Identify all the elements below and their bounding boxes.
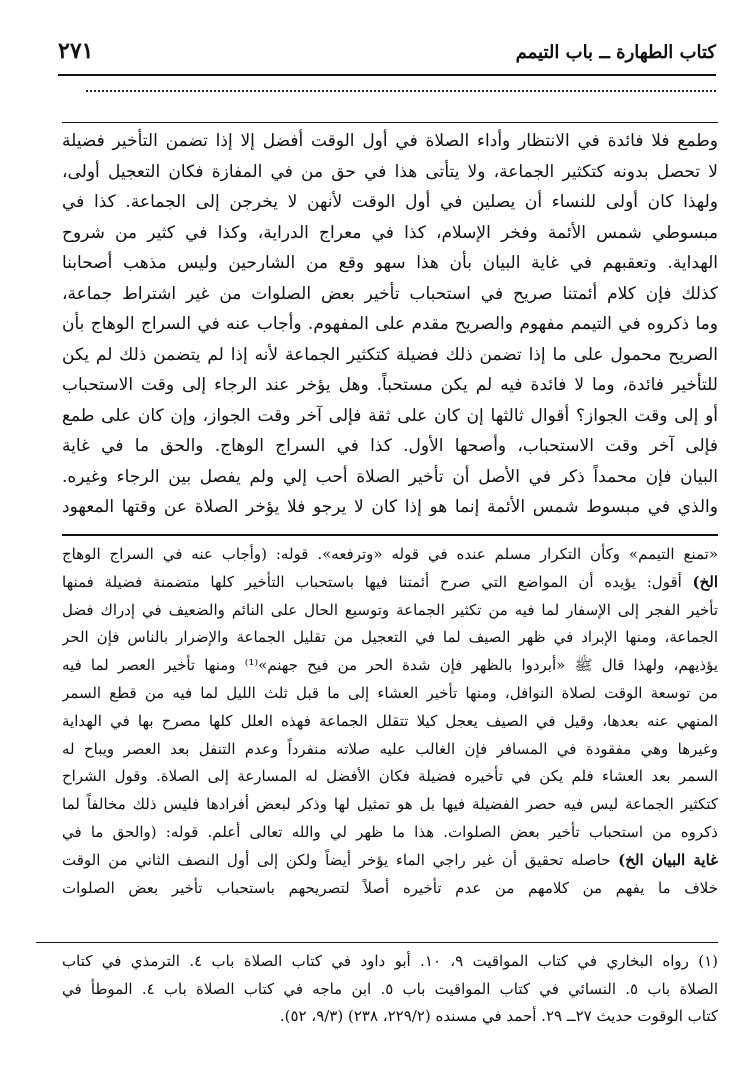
top-rule [62,122,718,123]
commentary-text: كتكثير الجماعة ليس فيه حصر الفضيلة فيها بل هو تمثيل لها وذكر لبعض أفرادها فليس ذلك مخالفاً لما [62,795,718,814]
commentary-line [62,568,718,596]
commentary-line [62,540,718,568]
commentary-line [62,735,718,763]
dotted-separator [86,90,716,92]
commentary-text: من توسعة الوقت لصلاة النوافل، ومنها تأخير العشاء إلى ما قبل ثلث الليل لما فيه من قطع السمر [62,683,718,702]
running-title: كتاب الطهارة ــ باب التيمم [515,42,716,63]
main-line: والذي في مبسوط شمس الأئمة إنما هو إذا كان لا يرجو فلا يؤخر الصلاة عن وقتها المعهود [62,497,718,517]
footnote-rule [36,942,718,943]
page-header [58,34,716,76]
commentary-line [62,707,718,735]
footnotes [62,948,718,1038]
commentary-line [62,679,718,707]
commentary-text: تأخير الفجر إلى الإسفار لما فيه من تكثير الجماعة وتوسيع الحال على النائم والضعيف في إدراك فضل [62,600,718,619]
page-number: ٢٧١ [58,38,94,64]
main-line: وما ذكروه في التيمم مفهوم والصريح مقدم على المفهوم. وأجاب عنه في السراج الوهاج بأن [62,314,718,334]
commentary-line [62,790,718,818]
commentary-text: السمر بعد العشاء فلم يكن في تأخيره فضيلة فكان الأفضل له المسارعة إلى الصلاة. وقول الشراح [62,767,718,786]
commentary-line [62,762,718,790]
commentary-text: خلاف ما يفهم من كلامهم من عدم تأخيره أصلاً لتصريحهم باستحباب تأخير بعض الصلوات [62,878,718,897]
main-line: وطمع فلا فائدة في الانتظار وأداء الصلاة في أول الوقت أفضل إلا إذا تضمن التأخير فضيلة [62,131,718,151]
main-line: كذلك فإن كلام أئمتنا صريح في استحباب تأخير بعض الصلوات من غير اشتراط جماعة، [62,283,718,304]
commentary-text: حاصله تحقيق أن غير راجي الماء يؤخر أيضاً ولكن إلى أول النصف الثاني من الوقت [62,850,619,869]
commentary-text: المنهي عنه بعدها، وقيل في الصيف يعجل كيلا تتقلل الجماعة فهذه العلل كلها مصرح بها في الهداية [62,711,718,730]
commentary-line [62,818,718,846]
main-line: الصريح محمول على ما إذا تضمن ذلك فضيلة كتكثير الجماعة لأنه إذا لم يتضمن ذلك لم يكن [62,344,718,365]
footnote-line: كتاب الوقوت حديث ٢٧ــ ٢٩. أحمد في مسنده (٢٢٩/٢، ٢٣٨) (٩/٣، ٥٢). [279,1007,718,1025]
commentary-line [62,874,718,902]
commentary-text: ذكروه من استحباب تأخير بعض الصلوات. هذا ما ظهر لي والله تعالى أعلم. قوله: (والحق ما في [62,822,718,841]
commentary-lead: الخ) [692,572,718,591]
main-line: لا تحصل بدونه كتكثير الجماعة، ولا يتأتى هذا في حق من في المفازة فكان التعجيل أولى، [62,161,718,182]
main-line: مبسوطي شمس الأئمة وفخر الإسلام، كذا في معراج الدراية، وكذا في كثير من شروح [62,222,718,243]
commentary-text: يؤذيهم، ولهذا قال ﷺ «أبردوا بالظهر فإن شدة الحر من فيح جهنم»⁽¹⁾ ومنها تأخير العصر لما فيه [62,656,718,675]
commentary [62,540,718,936]
main-line: البيان فإن محمداً ذكر في الأصل أن تأخير الصلاة أحب إلي ولم يفصل بين الرجاء وغيره. [62,466,718,487]
commentary-lead: غاية البيان الخ) [618,850,718,869]
main-line: فإلى آخر وقت الاستحباب، وأصحها الأول. كذا في السراج الوهاج. والحق ما في غاية [62,436,718,456]
commentary-line [62,596,718,624]
commentary-line [62,623,718,651]
main-line: للتأخير فائدة، وما لا فائدة فيه لم يكن مستحباً. وهل يؤخر عند الرجاء إلى وقت الاستحباب [62,375,718,395]
main-line: ولهذا كان أولى للنساء أن يصلين في أول الوقت لأنهن لا يخرجن إلى الجماعة. كذا في [62,192,718,212]
commentary-text: وغيرها وهي مفقودة في المسافر فإن الغالب عليه صلاته منفرداً وعدم التنفل بعد العصر ويباح له [62,739,718,758]
text-commentary-divider [62,534,718,536]
main-text [62,126,718,526]
footnote-line: (١) رواه البخاري في كتاب المواقيت ٩، ١٠. أبو داود في كتاب الصلاة باب ٤. الترمذي في كتاب [62,952,718,970]
commentary-text: «تمنع التيمم» وكأن التكرار مسلم عنده في قوله «وترفعه». قوله: (وأجاب عنه في السراج الوهاج [62,545,718,563]
commentary-line [62,846,718,874]
commentary-text: الجماعة، ومنها الإبراد في ظهر الصيف لما في التعجيل من تقليل الجماعة والإضرار بالناس فإن الحر [62,628,718,647]
commentary-text: أقول: يؤيده أن المواضع التي صرح أئمتنا فيها باستحباب التأخير كلها متضمنة فضيلة فمنها [62,572,693,591]
commentary-line [62,651,718,679]
main-line: الهداية. وتعقبهم في غاية البيان بأن هذا سهو وقع من الشارحين وليس مذهب أصحابنا [62,253,718,273]
footnote-line: الصلاة باب ٥. النسائي في كتاب المواقيت باب ٥. ابن ماجه في كتاب الصلاة باب ٤. الموطأ في [62,979,718,998]
main-line: أو إلى وقت الجواز؟ أقوال ثالثها إن كان على ثقة فإلى آخر وقت الجواز، وإن كان على طمع [62,405,718,426]
